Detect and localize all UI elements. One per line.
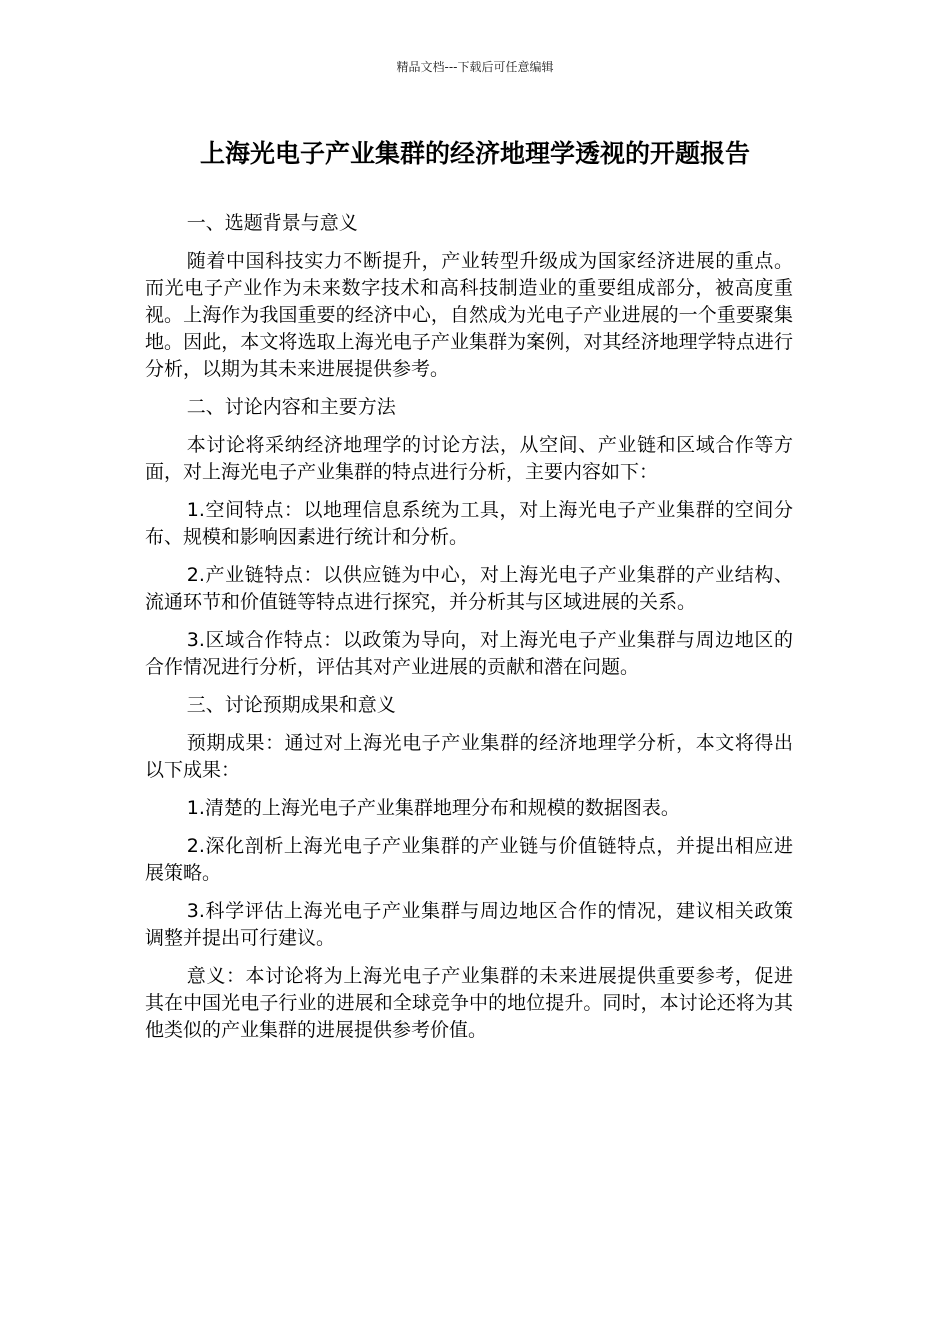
list-item-regional-cooperation: 3.区域合作特点：以政策为导向，对上海光电子产业集群与周边地区的合作情况进行分析，评估其对产业进展的贡献和潜在问题。: [145, 629, 793, 678]
paragraph-background: 随着中国科技实力不断提升，产业转型升级成为国家经济进展的重点。而光电子产业作为未来数字技术和高科技制造业的重要组成部分，被高度重视。上海作为我国重要的经济中心，自然成为光电子产业进展的一个重要聚集地。因此，本文将选取上海光电子产业集群为案例，对其经济地理学特点进行分析，以期为其未来进展提供参考。: [145, 250, 793, 380]
list-item-outcome-2: 2.深化剖析上海光电子产业集群的产业链与价值链特点，并提出相应进展策略。: [145, 835, 793, 884]
section-heading-background: 一、选题背景与意义: [186, 212, 358, 234]
paragraph-outcomes-intro: 预期成果：通过对上海光电子产业集群的经济地理学分析，本文将得出以下成果：: [145, 732, 793, 781]
section-heading-outcomes: 三、讨论预期成果和意义: [186, 694, 396, 716]
list-item-outcome-1: 1.清楚的上海光电子产业集群地理分布和规模的数据图表。: [186, 797, 680, 819]
paragraph-methods-intro: 本讨论将采纳经济地理学的讨论方法，从空间、产业链和区域合作等方面，对上海光电子产业集群的特点进行分析，主要内容如下：: [145, 434, 793, 483]
list-item-spatial: 1.空间特点：以地理信息系统为工具，对上海光电子产业集群的空间分布、规模和影响因素进行统计和分析。: [145, 499, 793, 548]
document-body: [145, 210, 793, 1055]
list-item-industry-chain: 2.产业链特点：以供应链为中心，对上海光电子产业集群的产业结构、流通环节和价值链等特点进行探究，并分析其与区域进展的关系。: [145, 564, 793, 613]
paragraph-significance: 意义：本讨论将为上海光电子产业集群的未来进展提供重要参考，促进其在中国光电子行业的进展和全球竞争中的地位提升。同时，本讨论还将为其他类似的产业集群的进展提供参考价值。: [145, 965, 793, 1041]
list-item-outcome-3: 3.科学评估上海光电子产业集群与周边地区合作的情况，建议相关政策调整并提出可行建议。: [145, 900, 793, 949]
document-title: 上海光电子产业集群的经济地理学透视的开题报告: [199, 139, 750, 168]
page-header-note: 精品文档---下载后可任意编辑: [396, 60, 554, 74]
section-heading-methods: 二、讨论内容和主要方法: [186, 396, 396, 418]
